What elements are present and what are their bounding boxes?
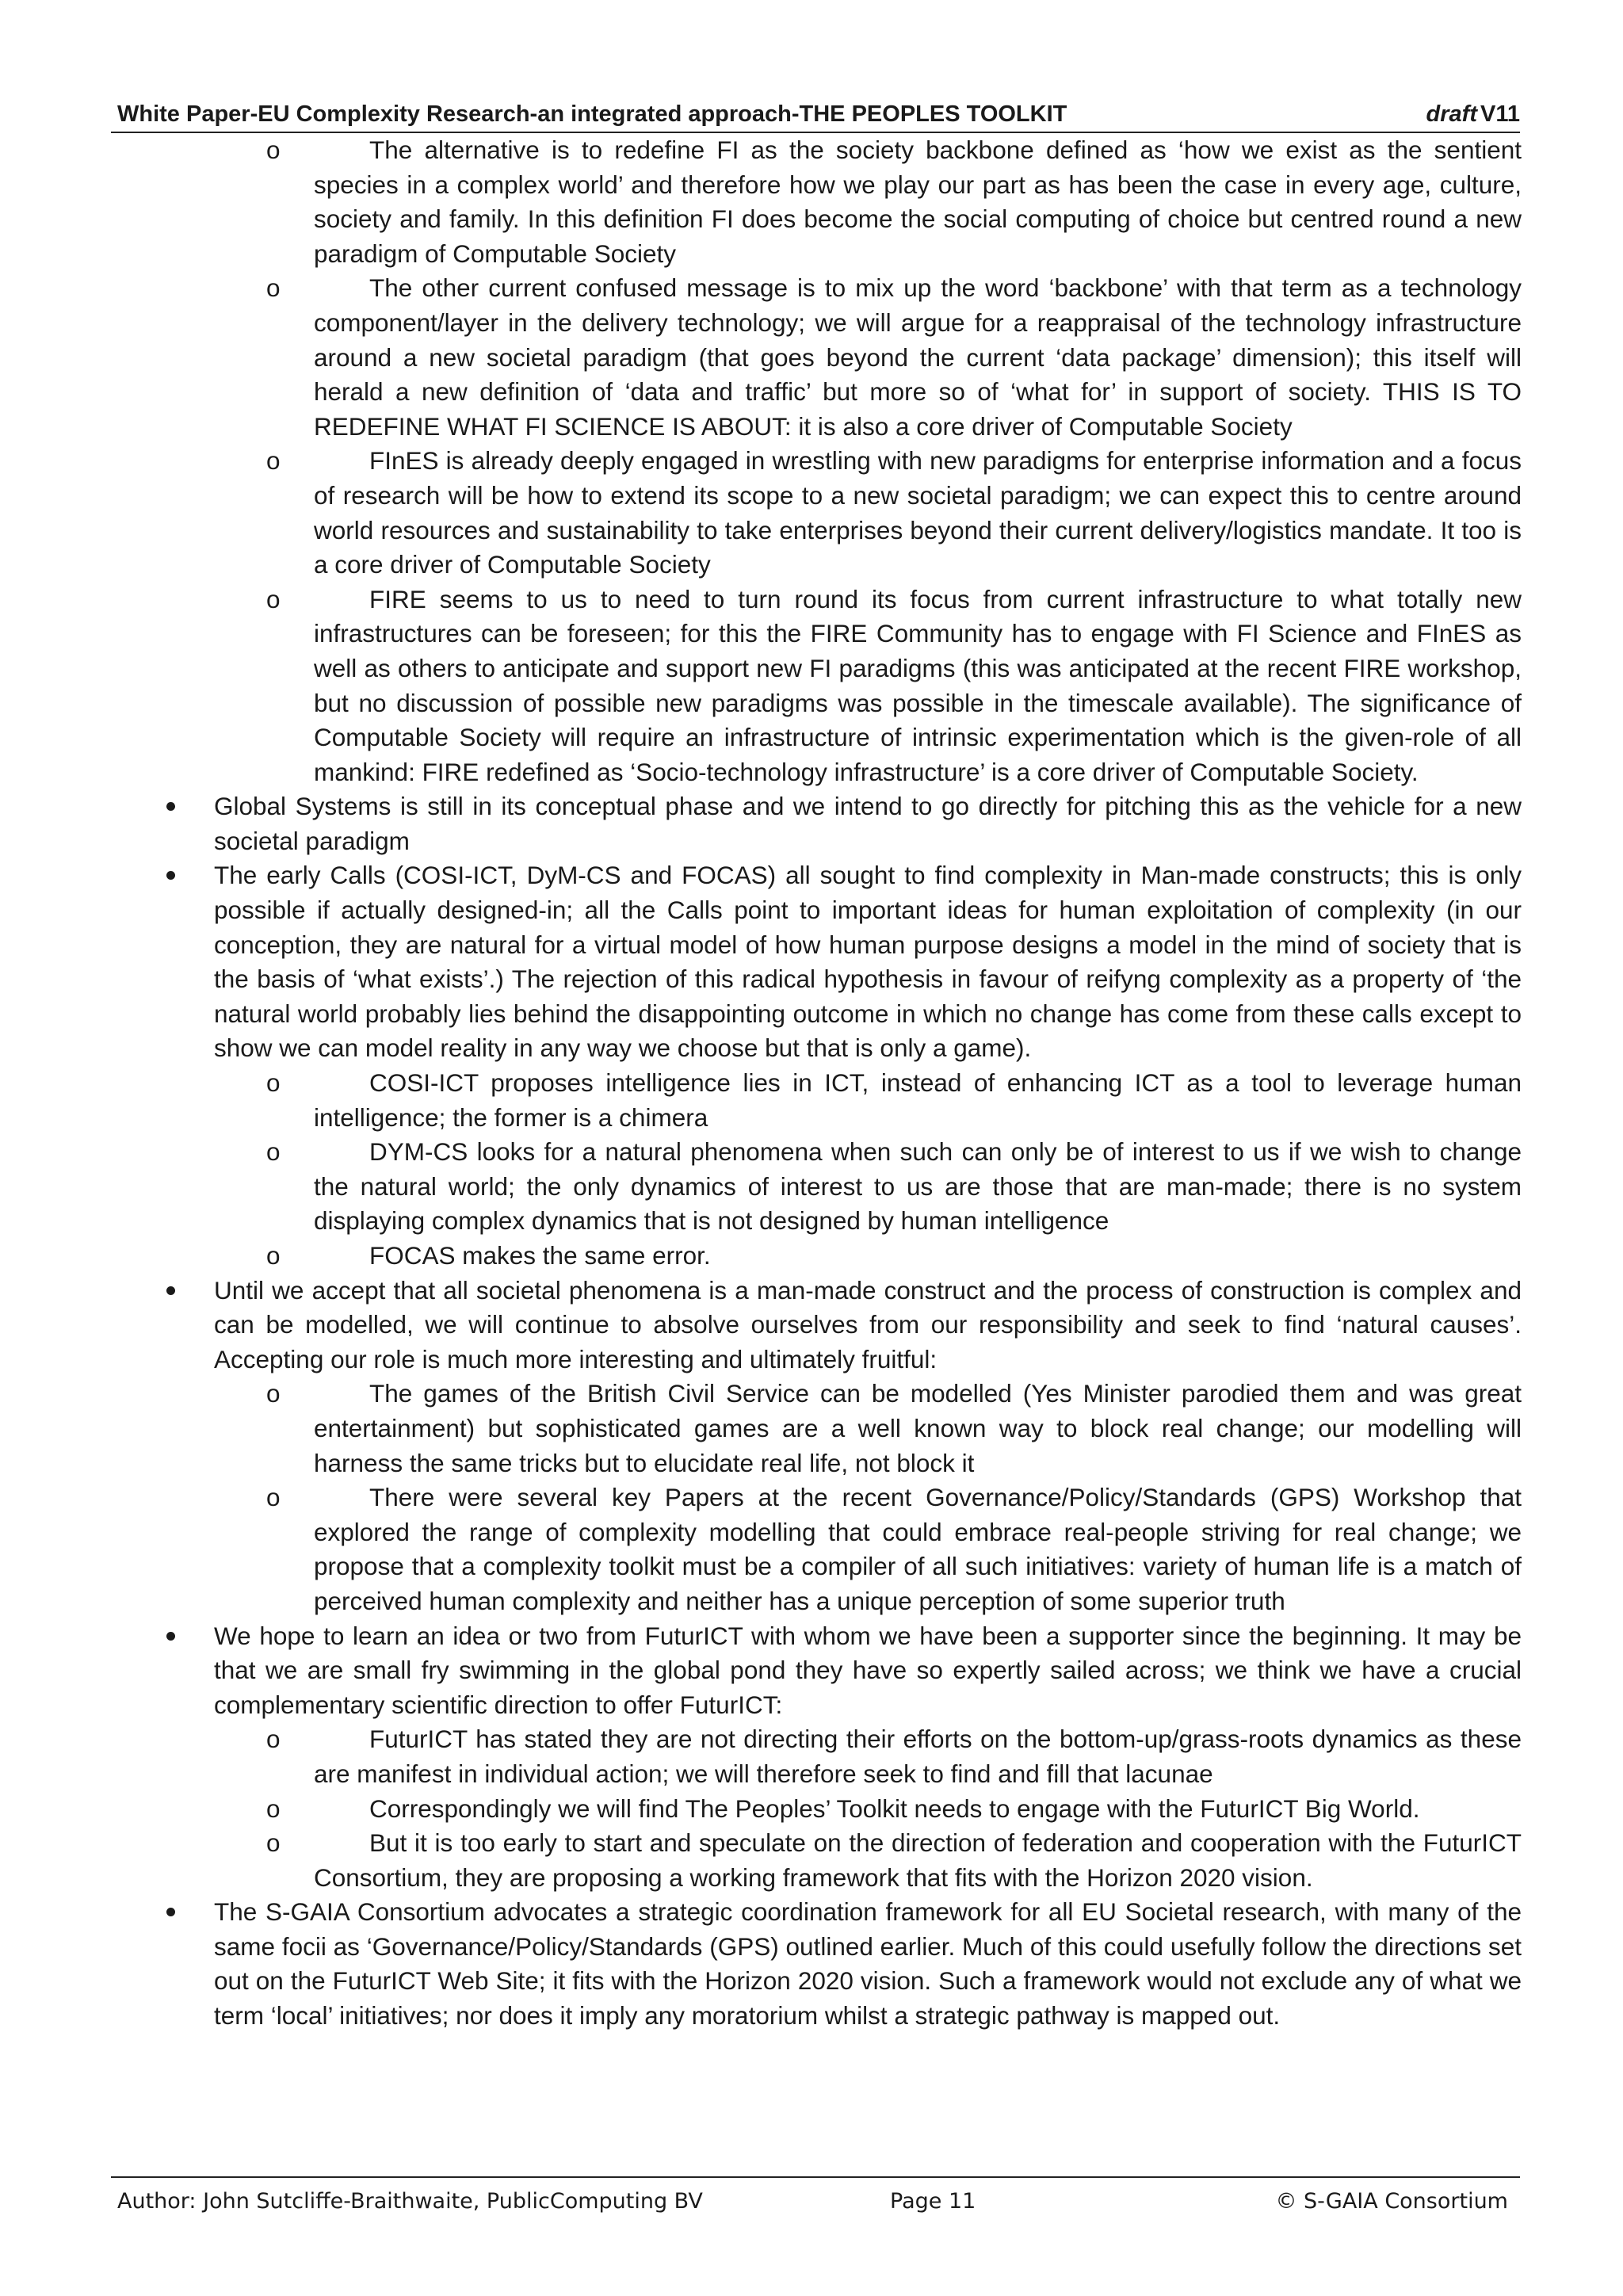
page-body bbox=[119, 133, 1522, 2034]
bullet-text: We hope to learn an idea or two from FuturICT with whom we have been a supporter since the beginning. It may be that we are small fry swimming in the global pond they have so expertly sailed across; we think we have a crucial complementary scientific direction to offer FuturICT: bbox=[214, 1621, 1522, 1719]
sub-bullet-marker: o bbox=[266, 1137, 281, 1167]
sub-item-focas bbox=[119, 1239, 1522, 1274]
sub-item-text: The alternative is to redefine FI as the society backbone defined as ‘how we exist as the sentient species in a complex world’ and therefore how we play our part as has been the case in every age, culture, society and family. In this definition FI does become the social computing of choice but centred round a new paradigm of Computable Society bbox=[314, 136, 1522, 268]
sub-item-text: But it is too early to start and speculate on the direction of federation and cooperation with the FuturICT Consortium, they are proposing a working framework that fits with the Horizon 2020 vision. bbox=[314, 1828, 1522, 1892]
sub-item-text: There were several key Papers at the recent Governance/Policy/Standards (GPS) Workshop that explored the range of complexity modelling that could embrace real-people striving for real change; we propose that a complexity toolkit must be a compiler of all such initiatives: variety of human life is a match of perceived human complexity and neither has a unique perception of some superior truth bbox=[314, 1483, 1522, 1615]
sub-item-text: FIRE seems to us to need to turn round its focus from current infrastructure to what totally new infrastructures can be foreseen; for this the FIRE Community has to engage with FI Science and FInES as well as others to anticipate and support new FI paradigms (this was anticipated at the recent FIRE workshop, but no discussion of possible new paradigms was possible in the timescale available). The significance of Computable Society will require an infrastructure of intrinsic experimentation which is the given-role of all mankind: FIRE redefined as ‘Socio-technology infrastructure’ is a core driver of Computable Society. bbox=[314, 584, 1522, 786]
sub-item-civil-service bbox=[119, 1377, 1522, 1480]
sub-bullet-marker: o bbox=[266, 1483, 281, 1512]
sub-item-federation bbox=[119, 1826, 1522, 1895]
header-version bbox=[1426, 101, 1520, 128]
header-version-number: V11 bbox=[1480, 101, 1520, 127]
header-title: White Paper-EU Complexity Research-an integrated approach-THE PEOPLES TOOLKIT bbox=[117, 101, 1067, 127]
sub-item-text: FOCAS makes the same error. bbox=[369, 1241, 711, 1270]
sub-bullet-marker: o bbox=[266, 446, 281, 476]
sub-item-text: The other current confused message is to mix up the word ‘backbone’ with that term as a technology component/layer in the delivery technology; we will argue for a reappraisal of the technology infrastructure around a new societal paradigm (that goes beyond the current ‘data package’ dimension); this itself will herald a new definition of ‘data and traffic’ but more so of ‘what for’ in support of society. THIS IS TO REDEFINE WHAT FI SCIENCE IS ABOUT: it is also a core driver of Computable Society bbox=[314, 273, 1522, 441]
bullet-text: The S-GAIA Consortium advocates a strategic coordination framework for all EU Societal research, with many of the same focii as ‘Governance/Policy/Standards (GPS) outlined earlier. Much of this could usefully follow the directions set out on the FuturICT Web Site; it fits with the Horizon 2020 vision. Such a framework would not exclude any of what we term ‘local’ initiatives; nor does it imply any moratorium whilst a strategic pathway is mapped out. bbox=[214, 1897, 1522, 2030]
sub-item-fi-redefine bbox=[119, 133, 1522, 271]
bullet-s-gaia bbox=[119, 1895, 1522, 2033]
sub-bullet-marker: o bbox=[266, 1725, 281, 1754]
sub-bullet-marker: o bbox=[266, 136, 281, 164]
sub-item-dym-cs bbox=[119, 1135, 1522, 1239]
page-header bbox=[117, 94, 1520, 135]
sub-item-cosi-ict bbox=[119, 1066, 1522, 1135]
bullet-futurict bbox=[119, 1619, 1522, 1723]
sub-item-text: The games of the British Civil Service can be modelled (Yes Minister parodied them and was great entertainment) but sophisticated games are a well known way to block real change; our modelling will harness the same tricks but to elucidate real life, not block it bbox=[314, 1379, 1522, 1477]
footer-author: Author: John Sutcliffe-Braithwaite, PublicComputing BV bbox=[117, 2189, 703, 2214]
sub-item-peoples-toolkit bbox=[119, 1792, 1522, 1827]
sub-bullet-marker: o bbox=[266, 1379, 281, 1408]
bullet-early-calls bbox=[119, 858, 1522, 1066]
sub-item-text: FInES is already deeply engaged in wrestling with new paradigms for enterprise information and a focus of research will be how to extend its scope to a new societal paradigm; we can expect this to centre around world resources and sustainability to take enterprises beyond their current delivery/logistics mandate. It too is a core driver of Computable Society bbox=[314, 446, 1522, 579]
sub-item-fines bbox=[119, 444, 1522, 582]
sub-item-fire bbox=[119, 583, 1522, 790]
sub-item-text: DYM-CS looks for a natural phenomena when such can only be of interest to us if we wish to change the natural world; the only dynamics of interest to us are those that are man-made; there is no system displaying complex dynamics that is not designed by human intelligence bbox=[314, 1137, 1522, 1236]
sub-item-gps-workshop bbox=[119, 1480, 1522, 1618]
sub-item-text: Correspondingly we will find The Peoples’ Toolkit needs to engage with the FuturICT Big World. bbox=[369, 1794, 1420, 1823]
sub-bullet-marker: o bbox=[266, 1794, 281, 1823]
sub-bullet-marker: o bbox=[266, 1068, 281, 1098]
sub-item-futurict-bottom-up bbox=[119, 1722, 1522, 1791]
sub-bullet-marker: o bbox=[266, 1828, 281, 1858]
sub-item-text: FuturICT has stated they are not directing their efforts on the bottom-up/grass-roots dynamics as these are manifest in individual action; we will therefore seek to find and fill that lacunae bbox=[314, 1725, 1522, 1788]
footer-divider bbox=[111, 2176, 1520, 2178]
footer-copyright: © S-GAIA Consortium bbox=[1275, 2189, 1508, 2214]
bullet-global-systems bbox=[119, 789, 1522, 858]
sub-item-backbone bbox=[119, 271, 1522, 444]
bullet-text: Global Systems is still in its conceptual phase and we intend to go directly for pitching this as the vehicle for a new societal paradigm bbox=[214, 792, 1522, 855]
footer-page-number: Page 11 bbox=[890, 2189, 976, 2214]
sub-item-text: COSI-ICT proposes intelligence lies in ICT, instead of enhancing ICT as a tool to leverage human intelligence; the former is a chimera bbox=[314, 1068, 1522, 1132]
header-draft-label: draft bbox=[1426, 101, 1477, 127]
bullet-text: The early Calls (COSI-ICT, DyM-CS and FOCAS) all sought to find complexity in Man-made constructs; this is only possible if actually designed-in; all the Calls point to important ideas for human exploitation of complexity (in our conception, they are natural for a virtual model of how human purpose designs a model in the mind of society that is the basis of ‘what exists’.) The rejection of this radical hypothesis in favour of reifyng complexity as a property of ‘the natural world probably lies behind the disappointing outcome in which no change has come from these calls except to show we can model reality in any way we choose but that is only a game). bbox=[214, 861, 1522, 1063]
sub-bullet-marker: o bbox=[266, 273, 281, 303]
page-footer bbox=[117, 2189, 1520, 2221]
bullet-societal-phenomena bbox=[119, 1274, 1522, 1377]
bullet-text: Until we accept that all societal phenomena is a man-made construct and the process of construction is complex and can be modelled, we will continue to absolve ourselves from our responsibility and seek to find ‘natural causes’. Accepting our role is much more interesting and ultimately fruitful: bbox=[214, 1275, 1522, 1373]
sub-bullet-marker: o bbox=[266, 1241, 281, 1270]
sub-bullet-marker: o bbox=[266, 584, 281, 613]
